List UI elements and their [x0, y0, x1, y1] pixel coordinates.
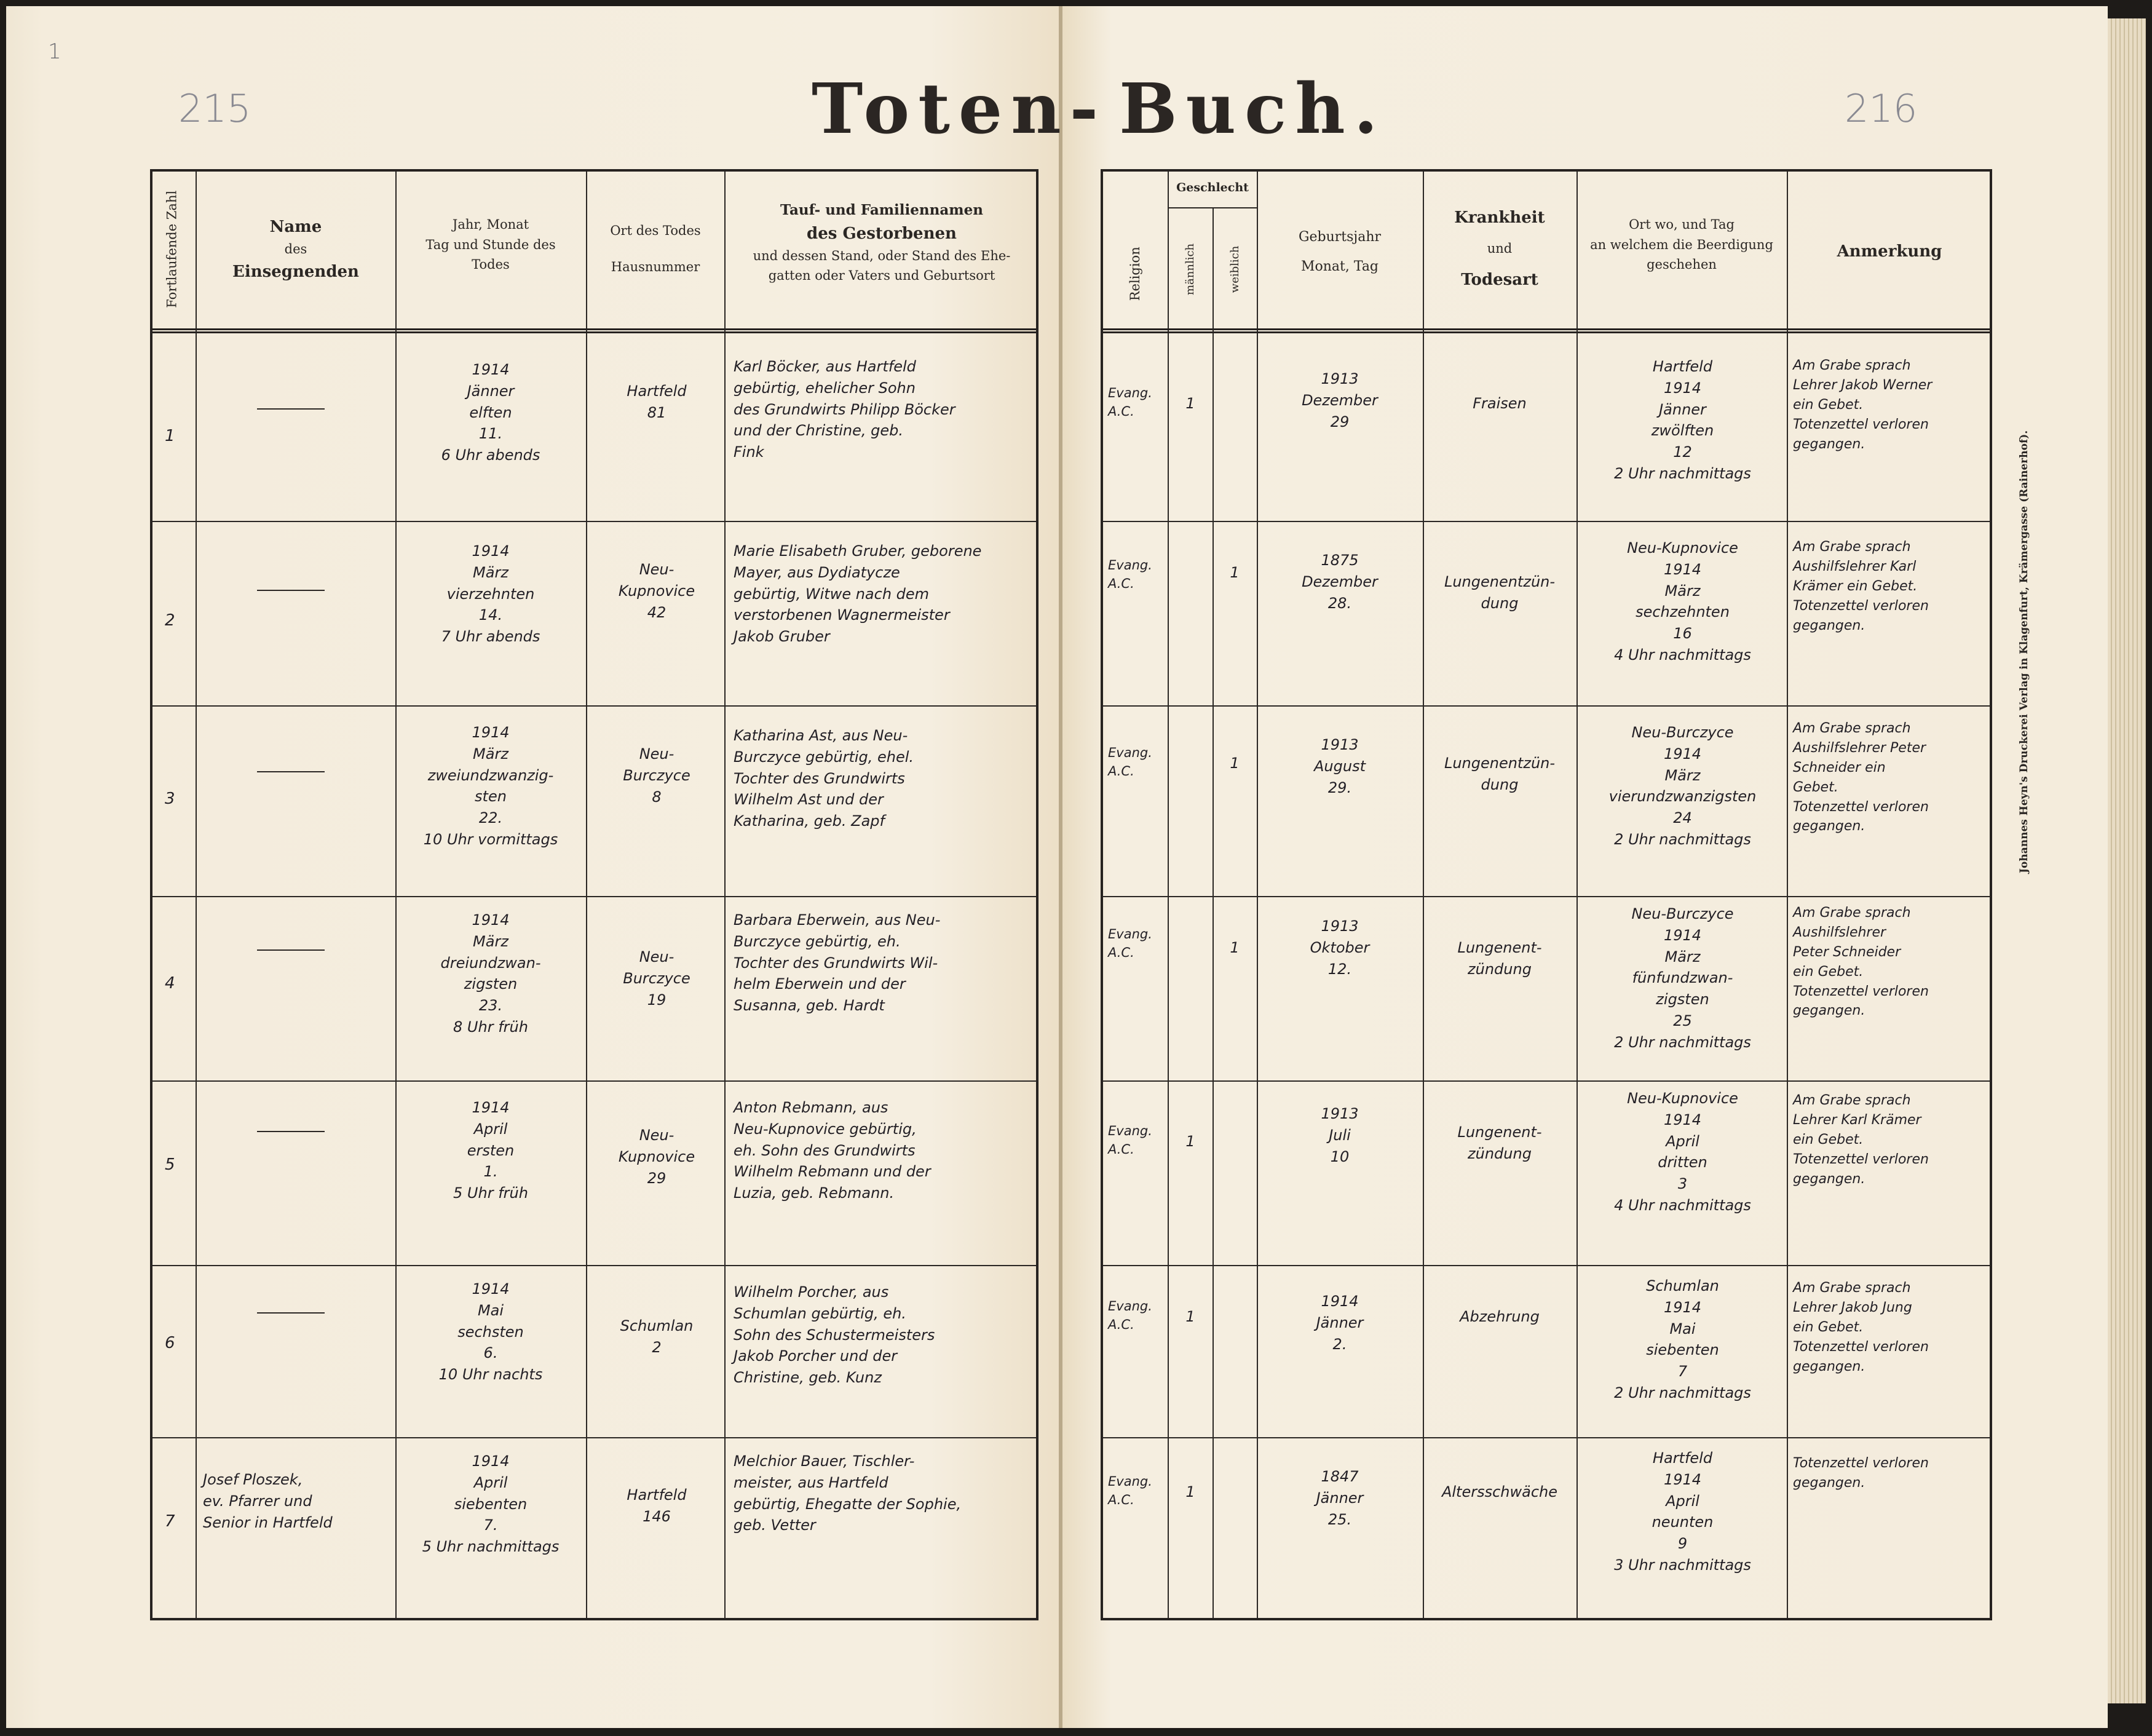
entry-religion: Evang. A.C.: [1108, 558, 1152, 592]
entry-ort: Neu- Kupnovice 29: [618, 1127, 695, 1187]
entry-person: Melchior Bauer, Tischler- meister, aus Hartfeld gebürtig, Ehegatte der Sophie, geb. Vetter: [734, 1453, 962, 1534]
entry-krankheit: Lungenent- zündung: [1457, 939, 1542, 978]
entry-person: Marie Elisabeth Gruber, geborene Mayer, aus Dydiatycze gebürtig, Witwe nach dem verstorbenen Wagnermeister Jakob Gruber: [734, 542, 982, 646]
entry-datum: 1914 April ersten 1. 5 Uhr früh: [453, 1099, 528, 1202]
entry-anmerkung: Am Grabe sprach Aushilfslehrer Peter Schneider ein Gebet. Totenzettel verloren gegangen.: [1793, 721, 1929, 834]
page-number-right: 216: [1845, 86, 1918, 131]
entry-geburt: 1913 Juli 10: [1321, 1105, 1359, 1165]
entry-maennlich: 1: [1185, 1483, 1195, 1500]
entry-geburt: 1914 Jänner 2.: [1316, 1293, 1364, 1353]
entry-ort: Schumlan 2: [620, 1317, 694, 1356]
corner-mark: 1: [48, 39, 61, 64]
entry-maennlich: 1: [1185, 1308, 1195, 1325]
entry-einsegnender-empty: [257, 590, 325, 591]
entry-nr: 2: [165, 611, 175, 630]
entry-anmerkung: Am Grabe sprach Aushilfslehrer Peter Schneider ein Gebet. Totenzettel verloren gegangen.: [1793, 905, 1929, 1019]
entry-datum: 1914 Jänner elften 11. 6 Uhr abends: [441, 361, 540, 464]
entry-weiblich: 1: [1230, 564, 1240, 581]
entry-einsegnender-empty: [257, 771, 325, 772]
entry-maennlich: 1: [1185, 395, 1195, 412]
entry-einsegnender-empty: [257, 949, 325, 951]
entry-krankheit: Fraisen: [1473, 395, 1527, 412]
entry-krankheit: Abzehrung: [1460, 1308, 1540, 1325]
entry-einsegnender-empty: [257, 408, 325, 410]
entry-person: Wilhelm Porcher, aus Schumlan gebürtig, eh. Sohn des Schustermeisters Jakob Porcher und der Christine, geb. Kunz: [734, 1283, 935, 1387]
register-table-right: [1101, 169, 1992, 1620]
entry-beerdigung: Neu-Burczyce 1914 März fünfundzwan- zigsten 25 2 Uhr nachmittags: [1614, 905, 1751, 1051]
header-krankheit: Krankheit und Todesart: [1454, 208, 1545, 289]
entry-religion: Evang. A.C.: [1108, 1124, 1152, 1157]
header-anmerkung: Anmerkung: [1837, 242, 1942, 261]
entry-geburt: 1913 August 29.: [1314, 736, 1366, 796]
entry-beerdigung: Neu-Kupnovice 1914 April dritten 3 4 Uhr nachmittags: [1614, 1090, 1751, 1214]
entry-weiblich: 1: [1230, 755, 1240, 772]
title-right: Buch.: [1119, 69, 1387, 149]
entry-nr: 5: [165, 1155, 175, 1174]
entry-geburt: 1913 Oktober 12.: [1310, 918, 1370, 978]
entry-anmerkung: Am Grabe sprach Lehrer Jakob Jung ein Gebet. Totenzettel verloren gegangen.: [1793, 1280, 1929, 1374]
entry-ort: Hartfeld 146: [627, 1486, 687, 1525]
entry-religion: Evang. A.C.: [1108, 745, 1152, 779]
entry-geburt: 1913 Dezember 29: [1302, 370, 1378, 430]
header-religion: Religion: [1128, 247, 1143, 301]
entry-krankheit: Lungenentzün- dung: [1444, 573, 1556, 612]
entry-beerdigung: Neu-Burczyce 1914 März vierundzwanzigsten 24 2 Uhr nachmittags: [1608, 724, 1757, 848]
header-maennlich: männlich: [1184, 243, 1197, 296]
entry-ort: Hartfeld 81: [627, 382, 687, 421]
entry-datum: 1914 März vierzehnten 14. 7 Uhr abends: [441, 542, 540, 646]
entry-geburt: 1847 Jänner 25.: [1316, 1468, 1364, 1528]
entry-person: Anton Rebmann, aus Neu-Kupnovice gebürtig, eh. Sohn des Grundwirts Wilhelm Rebmann und der Luzia, geb. Rebmann.: [734, 1099, 931, 1202]
entry-ort: Neu- Burczyce 8: [623, 745, 690, 806]
entry-religion: Evang. A.C.: [1108, 927, 1152, 961]
page-edges: [2108, 18, 2146, 1703]
entry-ort: Neu- Burczyce 19: [623, 948, 690, 1009]
entry-anmerkung: Am Grabe sprach Lehrer Jakob Werner ein Gebet. Totenzettel verloren gegangen.: [1793, 358, 1932, 452]
page-number-left: 215: [178, 86, 251, 131]
header-nr: Fortlaufende Zahl: [164, 190, 180, 308]
entry-geburt: 1875 Dezember 28.: [1302, 552, 1378, 612]
entry-anmerkung: Totenzettel verloren gegangen.: [1793, 1456, 1929, 1491]
header-geburt: Geburtsjahr Monat, Tag: [1298, 229, 1382, 275]
header-person: Tauf- und Familiennamen des Gestorbenen und dessen Stand, oder Stand des Ehe- gatten oder Vaters und Geburtsort: [753, 202, 1011, 283]
entry-beerdigung: Neu-Kupnovice 1914 März sechzehnten 16 4 Uhr nachmittags: [1614, 539, 1751, 664]
entry-beerdigung: Hartfeld 1914 Jänner zwölften 12 2 Uhr nachmittags: [1614, 358, 1751, 482]
entry-beerdigung: Schumlan 1914 Mai siebenten 7 2 Uhr nachmittags: [1614, 1277, 1751, 1401]
title-left: Toten-: [812, 69, 1107, 149]
printer-imprint: Johannes Heyn's Druckerei Verlag in Klagenfurt, Krämergasse (Rainerhof).: [2018, 430, 2030, 873]
header-geschlecht: Geschlecht: [1176, 181, 1249, 194]
entry-datum: 1914 April siebenten 7. 5 Uhr nachmittags: [422, 1453, 560, 1556]
entry-religion: Evang. A.C.: [1108, 386, 1152, 419]
entry-nr: 3: [165, 790, 175, 808]
entry-einsegnender: Josef Ploszek, ev. Pfarrer und Senior in Hartfeld: [203, 1471, 333, 1531]
entry-weiblich: 1: [1230, 939, 1240, 956]
entry-nr: 7: [165, 1512, 175, 1531]
entry-nr: 1: [165, 427, 175, 445]
entry-nr: 4: [165, 974, 175, 993]
entry-nr: 6: [165, 1334, 175, 1352]
entry-anmerkung: Am Grabe sprach Lehrer Karl Krämer ein Gebet. Totenzettel verloren gegangen.: [1793, 1093, 1929, 1187]
entry-datum: 1914 März zweiundzwanzig- sten 22. 10 Uhr vormittags: [423, 724, 558, 848]
entry-anmerkung: Am Grabe sprach Aushilfslehrer Karl Krämer ein Gebet. Totenzettel verloren gegangen.: [1793, 539, 1929, 633]
entry-krankheit: Altersschwäche: [1441, 1483, 1558, 1500]
entry-einsegnender-empty: [257, 1312, 325, 1314]
entry-krankheit: Lungenentzün- dung: [1444, 755, 1556, 793]
header-ort: Ort des Todes Hausnummer: [610, 223, 701, 274]
register-table-left: [150, 169, 1038, 1620]
entry-person: Katharina Ast, aus Neu- Burczyce gebürtig, ehel. Tochter des Grundwirts Wilhelm Ast und der Katharina, geb. Zapf: [734, 727, 914, 830]
entry-religion: Evang. A.C.: [1108, 1299, 1152, 1333]
header-name: Name des Einsegnenden: [232, 218, 359, 281]
entry-person: Karl Böcker, aus Hartfeld gebürtig, ehelicher Sohn des Grundwirts Philipp Böcker und der Christine, geb. Fink: [734, 358, 955, 461]
entry-person: Barbara Eberwein, aus Neu- Burczyce gebürtig, eh. Tochter des Grundwirts Wil- helm Eberwein und der Susanna, geb. Hardt: [734, 911, 941, 1015]
header-beerdigung: Ort wo, und Tag an welchem die Beerdigung geschehen: [1590, 217, 1773, 272]
entry-datum: 1914 Mai sechsten 6. 10 Uhr nachts: [438, 1280, 543, 1384]
header-weiblich: weiblich: [1228, 245, 1242, 293]
entry-religion: Evang. A.C.: [1108, 1474, 1152, 1508]
entry-ort: Neu- Kupnovice 42: [618, 561, 695, 621]
entry-datum: 1914 März dreiundzwan- zigsten 23. 8 Uhr früh: [440, 911, 541, 1036]
entry-einsegnender-empty: [257, 1131, 325, 1132]
entry-krankheit: Lungenent- zündung: [1457, 1124, 1542, 1162]
header-datum: Jahr, Monat Tag und Stunde des Todes: [425, 217, 556, 272]
entry-beerdigung: Hartfeld 1914 April neunten 9 3 Uhr nachmittags: [1614, 1449, 1751, 1574]
entry-maennlich: 1: [1185, 1133, 1195, 1150]
